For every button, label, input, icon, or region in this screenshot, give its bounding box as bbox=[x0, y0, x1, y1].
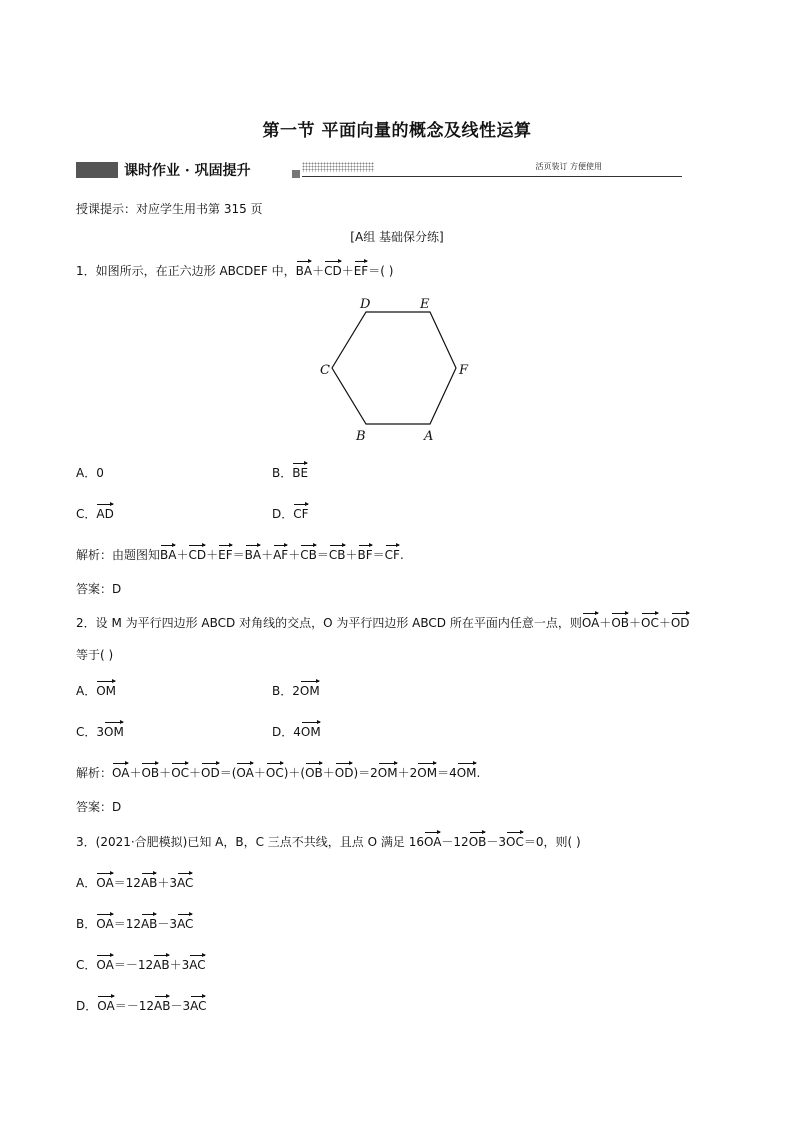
option-label: A． bbox=[76, 684, 97, 698]
q1-option-b bbox=[272, 464, 308, 481]
plus-sign: ＋ bbox=[312, 264, 325, 278]
q3-suffix: ＝0，则( ) bbox=[523, 835, 581, 849]
banner-block bbox=[76, 162, 118, 178]
q2-stem-line2: 等于( ) bbox=[76, 648, 114, 662]
vector-ac: AC bbox=[177, 876, 194, 890]
q2-answer: 答案：D bbox=[76, 800, 122, 814]
option-label: D． bbox=[272, 507, 294, 521]
vector-ac: AC bbox=[189, 958, 206, 972]
vector: EF bbox=[218, 548, 233, 562]
vector-be: BE bbox=[292, 466, 309, 480]
option-value: 0 bbox=[96, 466, 104, 480]
option-label: A． bbox=[76, 466, 97, 480]
q1-option-a bbox=[76, 464, 104, 481]
vector: CB bbox=[328, 548, 346, 562]
option-label: B． bbox=[76, 917, 97, 931]
q1-prefix: 1．如图所示，在正六边形 ABCDEF 中， bbox=[76, 264, 296, 278]
option-mid: －3 bbox=[157, 917, 178, 931]
q3-option-b bbox=[76, 915, 193, 932]
vector-ob: OB bbox=[468, 835, 487, 849]
vector-cf: CF bbox=[293, 507, 309, 521]
vector: BA bbox=[244, 548, 262, 562]
option-mid: －3 bbox=[170, 999, 191, 1013]
vector-ab: AB bbox=[153, 958, 170, 972]
vector-ac: AC bbox=[190, 999, 207, 1013]
vector-oa: OA bbox=[581, 616, 600, 630]
vector: BF bbox=[357, 548, 373, 562]
q3-option-c bbox=[76, 956, 206, 973]
vector-om: OM bbox=[104, 725, 124, 739]
q3-coef: －3 bbox=[486, 835, 507, 849]
vector-om: OM bbox=[299, 684, 320, 698]
vector-oa: OA bbox=[97, 999, 115, 1013]
vector: BA bbox=[160, 548, 177, 562]
vector: OM bbox=[456, 766, 477, 780]
banner-note: 活页装订 方便使用 bbox=[535, 162, 602, 171]
vector: OB bbox=[305, 766, 323, 780]
textbook-hint: 授课提示：对应学生用书第 315 页 bbox=[76, 202, 263, 216]
option-label: D． bbox=[76, 999, 98, 1013]
option-label: C． bbox=[76, 507, 97, 521]
vector: OA bbox=[112, 766, 130, 780]
option-label: B． bbox=[272, 466, 293, 480]
section-banner bbox=[76, 160, 606, 182]
q3-option-d bbox=[76, 997, 206, 1014]
vector: OD bbox=[201, 766, 220, 780]
vector-od: OD bbox=[670, 616, 690, 630]
vector: OA bbox=[236, 766, 254, 780]
vector: AF bbox=[273, 548, 289, 562]
vector: CB bbox=[300, 548, 317, 562]
group-heading: [A组 基础保分练] bbox=[350, 230, 444, 244]
option-label: C．3 bbox=[76, 725, 105, 739]
hexagon-shape bbox=[332, 312, 456, 424]
option-label: A． bbox=[76, 876, 97, 890]
option-eq: ＝12 bbox=[113, 876, 141, 890]
vector-om: OM bbox=[96, 684, 117, 698]
option-eq: ＝－12 bbox=[114, 999, 154, 1013]
vector: OD bbox=[334, 766, 354, 780]
vector-cd: CD bbox=[324, 264, 342, 278]
vector: OB bbox=[141, 766, 160, 780]
vector-ab: AB bbox=[140, 876, 158, 890]
vector-oa: OA bbox=[96, 958, 114, 972]
explanation-prefix: 解析：由题图知 bbox=[76, 548, 161, 562]
vector-ob: OB bbox=[611, 616, 629, 630]
q3-prefix: 3．(2021·合肥模拟)已知 A，B，C 三点不共线，且点 O 满足 16 bbox=[76, 835, 424, 849]
page-title: 第一节 平面向量的概念及线性运算 bbox=[262, 121, 532, 141]
q2-option-c bbox=[76, 723, 124, 740]
vertex-label-f: F bbox=[459, 363, 469, 378]
vector-ac: AC bbox=[177, 917, 194, 931]
q2-stem: 2．设 M 为平行四边形 ABCD 对角线的交点，O 为平行四边形 ABCD 所在平面内任意一点，则OA＋OB＋OC＋OD bbox=[76, 616, 690, 630]
vertex-label-e: E bbox=[420, 297, 430, 312]
q2-option-d bbox=[272, 723, 321, 740]
vector: OM bbox=[377, 766, 398, 780]
vector-ba: BA bbox=[295, 264, 313, 278]
vertex-label-d: D bbox=[360, 297, 371, 312]
option-label: B．2 bbox=[272, 684, 300, 698]
q1-stem bbox=[76, 262, 393, 279]
vertex-label-a: A bbox=[424, 429, 434, 444]
q1-option-d bbox=[272, 505, 309, 522]
q3-option-a bbox=[76, 874, 193, 891]
vector: CD bbox=[188, 548, 207, 562]
hexagon-figure bbox=[310, 290, 480, 450]
option-eq: ＝12 bbox=[113, 917, 141, 931]
banner-title: 课时作业 · 巩固提升 bbox=[124, 163, 251, 179]
q2-option-b bbox=[272, 682, 320, 699]
explanation-prefix: 解析： bbox=[76, 766, 113, 780]
vector-ef: EF bbox=[353, 264, 369, 278]
q1-option-c bbox=[76, 505, 114, 522]
plus-sign: ＋ bbox=[341, 264, 354, 278]
vector: OC bbox=[265, 766, 284, 780]
q3-coef: －12 bbox=[441, 835, 469, 849]
option-mid: ＋3 bbox=[157, 876, 178, 890]
vector: CF bbox=[384, 548, 400, 562]
option-label: C． bbox=[76, 958, 97, 972]
option-label: D．4 bbox=[272, 725, 301, 739]
banner-dots bbox=[302, 162, 374, 172]
vector-oa: OA bbox=[423, 835, 442, 849]
vertex-label-b: B bbox=[356, 429, 366, 444]
q1-explanation: 解析：由题图知BA＋CD＋EF＝BA＋AF＋CB＝CB＋BF＝CF. bbox=[76, 548, 404, 562]
q2-prefix: 2．设 M 为平行四边形 ABCD 对角线的交点，O 为平行四边形 ABCD 所在平面内任意一点，则 bbox=[76, 616, 582, 630]
vector-oa: OA bbox=[96, 917, 114, 931]
vector-oc: OC bbox=[506, 835, 524, 849]
vector: OC bbox=[171, 766, 190, 780]
vector: OM bbox=[417, 766, 438, 780]
vector-ab: AB bbox=[140, 917, 158, 931]
vector-ad: AD bbox=[96, 507, 114, 521]
vertex-label-c: C bbox=[320, 363, 330, 378]
banner-square bbox=[292, 170, 300, 178]
vector-oa: OA bbox=[96, 876, 114, 890]
q1-answer: 答案：D bbox=[76, 582, 122, 596]
q2-option-a bbox=[76, 682, 116, 699]
q2-explanation: 解析：OA＋OB＋OC＋OD＝(OA＋OC)＋(OB＋OD)＝2OM＋2OM＝4OM. bbox=[76, 766, 481, 780]
option-eq: ＝－12 bbox=[113, 958, 154, 972]
vector-oc: OC bbox=[641, 616, 659, 630]
vector-om: OM bbox=[300, 725, 321, 739]
option-mid: ＋3 bbox=[169, 958, 190, 972]
q3-stem bbox=[76, 833, 581, 850]
q1-suffix: ＝( ) bbox=[368, 264, 394, 278]
banner-rule bbox=[302, 176, 682, 177]
vector-ab: AB bbox=[153, 999, 171, 1013]
